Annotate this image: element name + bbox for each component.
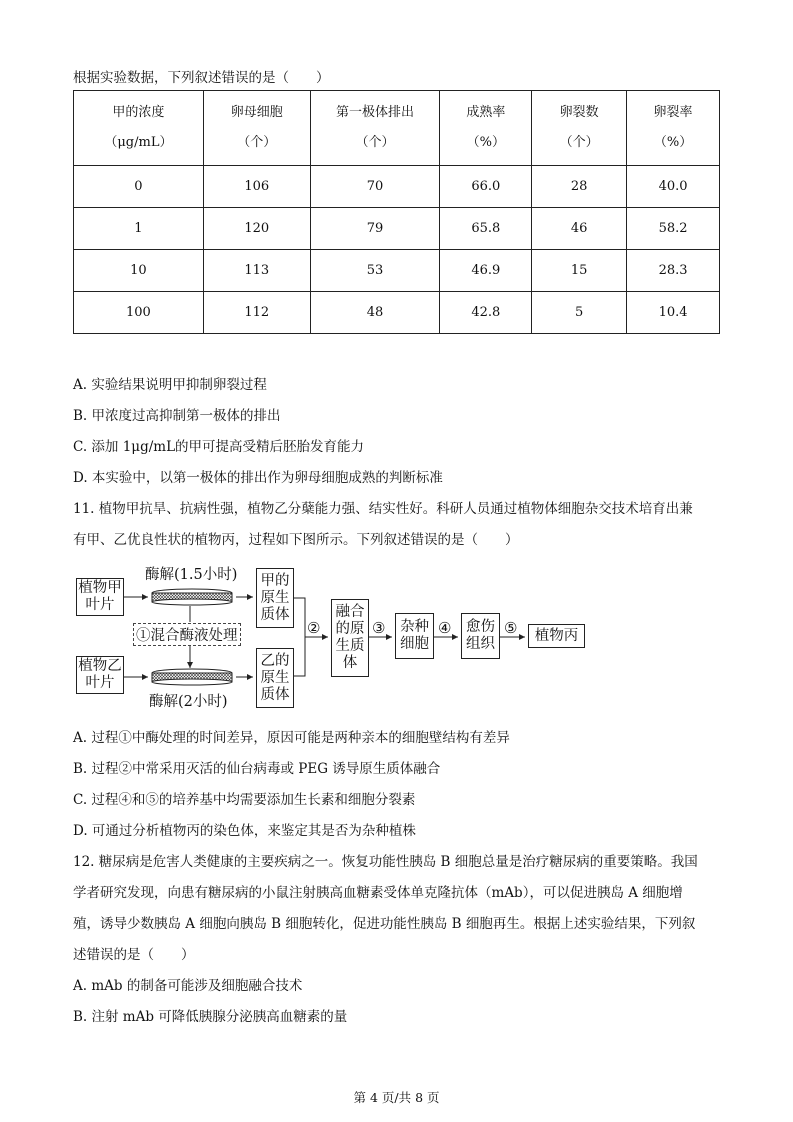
q12-stem-line: 12. 糖尿病是危害人类健康的主要疾病之一。恢复功能性胰岛 B 细胞总量是治疗糖尿病的重要策略。我国 (73, 854, 698, 870)
table-cell: 79 (310, 208, 440, 250)
q12-option-a: A. mAb 的制备可能涉及细胞融合技术 (73, 978, 303, 994)
q10-option-c: C. 添加 1μg/mL的甲可提高受精后胚胎发育能力 (73, 439, 365, 455)
box-protoplast-b: 乙的原生质体 (256, 648, 294, 708)
header-cell: 甲的浓度 （μg/mL） (74, 91, 204, 166)
table-cell: 10.4 (627, 292, 720, 334)
q10-option-b: B. 甲浓度过高抑制第一极体的排出 (73, 408, 281, 424)
table-cell: 100 (74, 292, 204, 334)
q10-option-d: D. 本实验中，以第一极体的排出作为卵母细胞成熟的判断标准 (73, 470, 443, 486)
label-enzyme-b: 酶解(2小时) (149, 694, 228, 710)
q12-stem-line: 学者研究发现，向患有糖尿病的小鼠注射胰高血糖素受体单克隆抗体（mAb），可以促进胰岛 A 细胞增 (73, 885, 683, 901)
box-plant-b: 植物乙叶片 (76, 656, 124, 694)
q12-stem-line: 述错误的是（ ） (73, 947, 195, 963)
box-fused-protoplast: 融合的原生质体 (331, 599, 369, 677)
table-cell: 58.2 (627, 208, 720, 250)
table-cell: 15 (532, 250, 627, 292)
label-enzyme-a: 酶解(1.5小时) (145, 567, 238, 583)
step-2-label: ② (307, 619, 321, 637)
petri-dish-b (152, 669, 232, 685)
table-cell: 70 (310, 166, 440, 208)
table-cell: 53 (310, 250, 440, 292)
q11-stem-line: 有甲、乙优良性状的植物丙，过程如下图所示。下列叙述错误的是（ ） (73, 532, 519, 548)
header-cell: 卵裂率 （%） (627, 91, 720, 166)
q10-option-a: A. 实验结果说明甲抑制卵裂过程 (73, 377, 267, 393)
table-cell: 120 (203, 208, 310, 250)
box-protoplast-a: 甲的原生质体 (256, 568, 294, 628)
question-intro: 根据实验数据，下列叙述错误的是（ ） (73, 70, 330, 86)
table-cell: 28 (532, 166, 627, 208)
page-footer: 第 4 页/共 8 页 (353, 1090, 440, 1105)
table-cell: 113 (203, 250, 310, 292)
box-plant-a: 植物甲叶片 (76, 578, 124, 616)
table-cell: 106 (203, 166, 310, 208)
q11-option-d: D. 可通过分析植物丙的染色体，来鉴定其是否为杂种植株 (73, 823, 416, 839)
header-cell: 卵母细胞 （个） (203, 91, 310, 166)
table-cell: 5 (532, 292, 627, 334)
table-cell: 66.0 (440, 166, 532, 208)
header-cell: 第一极体排出 （个） (310, 91, 440, 166)
table-cell: 1 (74, 208, 204, 250)
step-3-label: ③ (372, 619, 386, 637)
q12-stem-line: 殖，诱导少数胰岛 A 细胞向胰岛 B 细胞转化，促进功能性胰岛 B 细胞再生。根据上述实验结果，下列叙 (73, 916, 696, 932)
table-cell: 0 (74, 166, 204, 208)
table-cell: 40.0 (627, 166, 720, 208)
header-cell: 卵裂数 （个） (532, 91, 627, 166)
q11-option-a: A. 过程①中酶处理的时间差异，原因可能是两种亲本的细胞壁结构有差异 (73, 730, 510, 746)
box-callus: 愈伤组织 (461, 613, 500, 659)
table-cell: 42.8 (440, 292, 532, 334)
petri-dish-a (152, 589, 232, 605)
label-mixed-enzyme: ①混合酶液处理 (133, 623, 241, 646)
table-cell: 65.8 (440, 208, 532, 250)
box-plant-c: 植物丙 (528, 624, 585, 648)
step-5-label: ⑤ (504, 619, 518, 637)
header-cell: 成熟率 （%） (440, 91, 532, 166)
table-cell: 28.3 (627, 250, 720, 292)
table-cell: 112 (203, 292, 310, 334)
table-cell: 10 (74, 250, 204, 292)
q11-stem-line: 11. 植物甲抗旱、抗病性强，植物乙分蘖能力强、结实性好。科研人员通过植物体细胞杂交技术培育出兼 (73, 501, 693, 517)
box-hybrid-cell: 杂种细胞 (395, 613, 434, 659)
step-4-label: ④ (438, 619, 452, 637)
table-cell: 46 (532, 208, 627, 250)
q11-option-b: B. 过程②中常采用灭活的仙台病毒或 PEG 诱导原生质体融合 (73, 761, 441, 777)
table-cell: 48 (310, 292, 440, 334)
q12-option-b: B. 注射 mAb 可降低胰腺分泌胰高血糖素的量 (73, 1009, 348, 1025)
table-cell: 46.9 (440, 250, 532, 292)
q11-option-c: C. 过程④和⑤的培养基中均需要添加生长素和细胞分裂素 (73, 792, 416, 808)
